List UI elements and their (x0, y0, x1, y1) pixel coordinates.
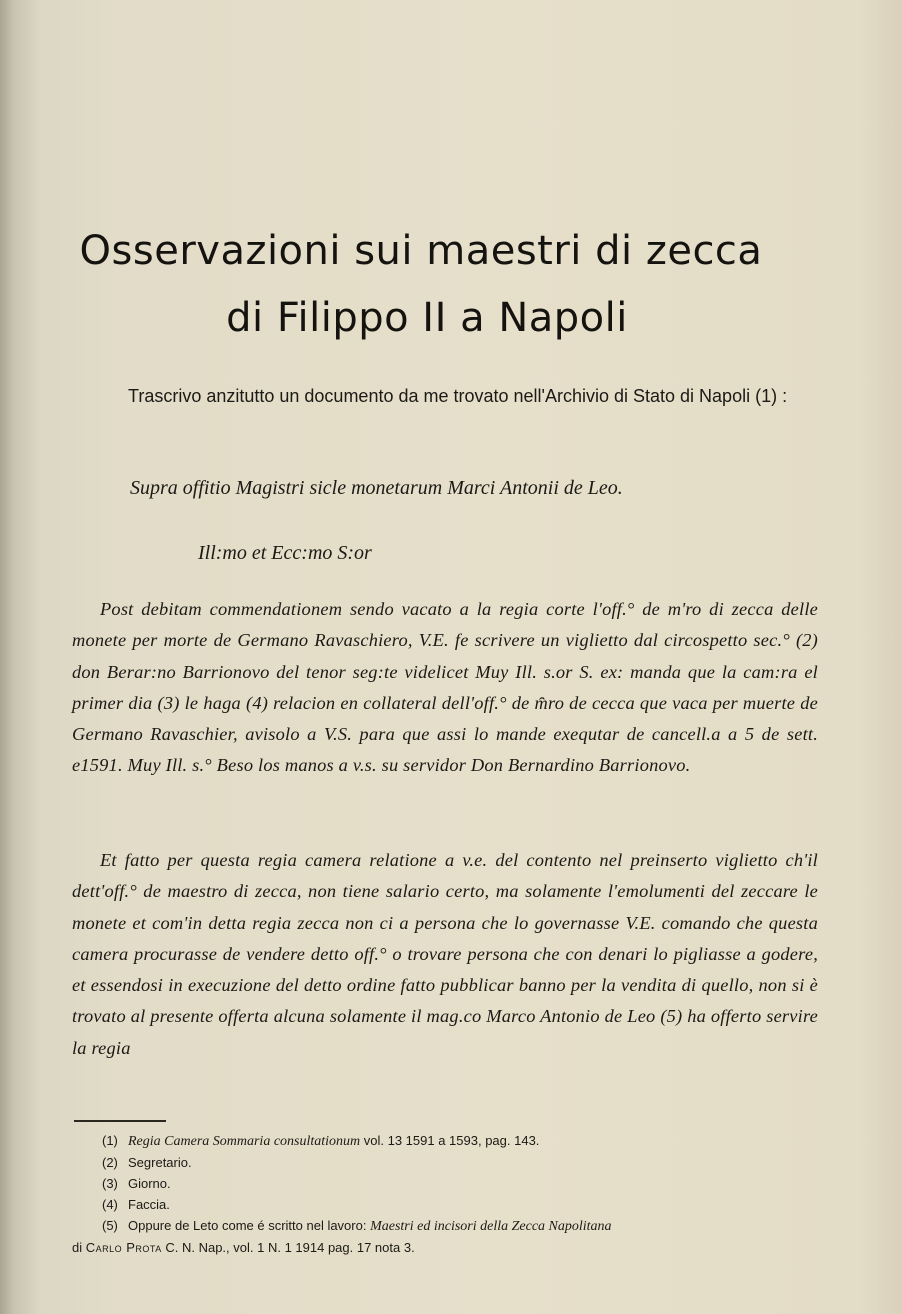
footnote-text: Segretario. (128, 1155, 192, 1170)
footnote-author: Carlo Prota (85, 1240, 162, 1255)
footnote-number: (3) (102, 1176, 118, 1191)
article-title-line-2: di Filippo II a Napoli (226, 295, 628, 341)
intro-paragraph: Trascrivo anzitutto un documento da me trovato nell'Archivio di Stato di Napoli (1) : (128, 386, 788, 406)
footnote-number: (2) (102, 1155, 118, 1170)
footnote-text: Faccia. (128, 1197, 170, 1212)
footnote-text: di (72, 1240, 86, 1255)
footnote-4 (72, 1194, 824, 1215)
article-title-line-1: Osservazioni sui maestri di zecca (79, 228, 763, 274)
footnotes-list (72, 1130, 824, 1258)
document-heading: Supra offitio Magistri sicle monetarum Marci Antonii de Leo. (130, 477, 623, 499)
footnote-text: C. N. Nap., vol. 1 N. 1 1914 pag. 17 nota 3. (161, 1240, 415, 1255)
footnote-source: Maestri ed incisori della Zecca Napolitana (370, 1219, 612, 1234)
footnote-number: (5) (102, 1218, 118, 1233)
footnote-text: Oppure de Leto come é scritto nel lavoro: (128, 1218, 371, 1233)
footnote-1 (72, 1130, 824, 1152)
footnote-text: Giorno. (128, 1176, 171, 1191)
document-paragraph-2: Et fatto per questa regia camera relatione a v.e. del contento nel preinserto viglietto ch'il dett'off.° de maestro di zecca, non tiene salario certo, ma solamente l'emolumenti del zeccare le monete et com'in detta regia zecca non ci a persona che lo governasse V.E. comando che questa camera procurasse de vendere detto off.° o trovare persona che con denari lo pigliasse a godere, et essendosi in execuzione del detto ordine fatto pubblicar banno per la vendita di quello, non si è trovato al presente offerta alcuna solamente il mag.co Marco Antonio de Leo (5) ha offerto servire la regia (72, 850, 818, 1058)
footnote-divider (74, 1120, 166, 1122)
footnote-2 (72, 1152, 824, 1173)
footnote-number: (1) (102, 1133, 118, 1148)
footnote-number: (4) (102, 1197, 118, 1212)
footnote-source: Regia Camera Sommaria consultationum (128, 1134, 361, 1149)
document-salutation: Ill:mo et Ecc:mo S:or (198, 542, 372, 564)
footnote-text: vol. 13 1591 a 1593, pag. 143. (360, 1133, 540, 1148)
footnote-3 (72, 1173, 824, 1194)
document-paragraph-1: Post debitam commendationem sendo vacato a la regia corte l'off.° de m'ro di zecca delle monete per morte de Germano Ravaschiero, V.E. fe scrivere un viglietto dal circospetto sec.° (2) don Berar:no Barrionovo del tenor seg:te videlicet Muy Ill. s.or S. ex: manda que la cam:ra el primer dia (3) le haga (4) relacion en collateral dell'off.° de m̑ro de cecca que vaca per muerte de Germano Ravaschier, avisolo a V.S. para que assi lo mande exequtar de cancell.a a 5 de sett. e1591. Muy Ill. s.° Beso los manos a v.s. su servidor Don Bernardino Barrionovo. (72, 599, 818, 776)
footnote-5-continuation (72, 1237, 824, 1258)
footnote-5 (72, 1215, 824, 1237)
